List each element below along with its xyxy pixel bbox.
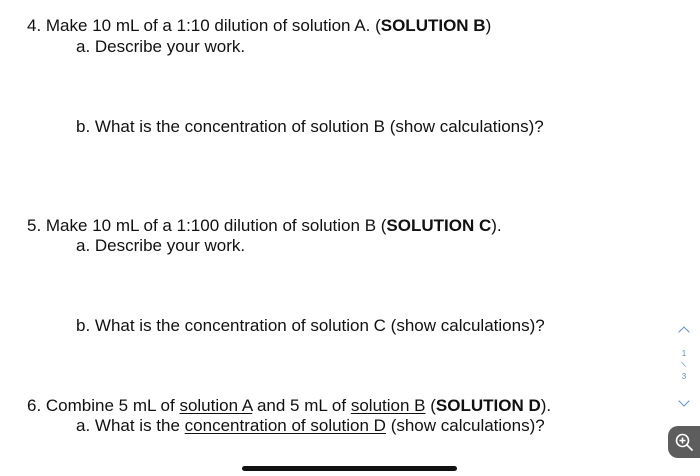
question-6-mid: and 5 mL of bbox=[252, 396, 351, 415]
question-5-text: 5. Make 10 mL of a 1:100 dilution of solution B ( bbox=[27, 216, 387, 235]
question-4 bbox=[27, 16, 491, 36]
question-5-suffix: ). bbox=[491, 216, 502, 235]
page-separator: / bbox=[679, 361, 689, 368]
chevron-up-icon[interactable] bbox=[678, 326, 689, 337]
chevron-down-icon[interactable] bbox=[678, 395, 689, 406]
question-5a: a. Describe your work. bbox=[76, 236, 246, 255]
question-5 bbox=[27, 216, 502, 236]
question-6a-text: a. What is the bbox=[76, 416, 185, 435]
question-4b: b. What is the concentration of solution B (show calculations)? bbox=[76, 117, 544, 136]
question-6-paren: ( bbox=[425, 396, 436, 415]
solution-a-link: solution A bbox=[179, 396, 253, 415]
current-page: 1 bbox=[681, 349, 687, 358]
solution-b-link: solution B bbox=[350, 396, 426, 415]
question-6 bbox=[27, 396, 551, 416]
question-6-solution-label: SOLUTION D bbox=[435, 396, 541, 415]
question-4-solution-label: SOLUTION B bbox=[380, 16, 486, 35]
question-4a: a. Describe your work. bbox=[76, 37, 246, 56]
zoom-in-icon bbox=[674, 432, 694, 452]
question-6-suffix: ). bbox=[540, 396, 552, 415]
total-pages: 3 bbox=[681, 372, 687, 381]
question-6-text: 6. Combine 5 mL of bbox=[27, 396, 180, 415]
question-4-suffix: ) bbox=[485, 16, 492, 35]
question-4-text: 4. Make 10 mL of a 1:10 dilution of solution A. ( bbox=[27, 16, 381, 35]
question-6a-suffix: (show calculations)? bbox=[385, 416, 545, 435]
question-5b: b. What is the concentration of solution C (show calculations)? bbox=[76, 316, 545, 335]
question-5-solution-label: SOLUTION C bbox=[386, 216, 492, 235]
question-6a bbox=[76, 416, 545, 436]
zoom-button[interactable] bbox=[668, 426, 700, 458]
home-indicator[interactable] bbox=[242, 466, 457, 471]
solution-d-concentration-link: concentration of solution D bbox=[184, 416, 386, 435]
